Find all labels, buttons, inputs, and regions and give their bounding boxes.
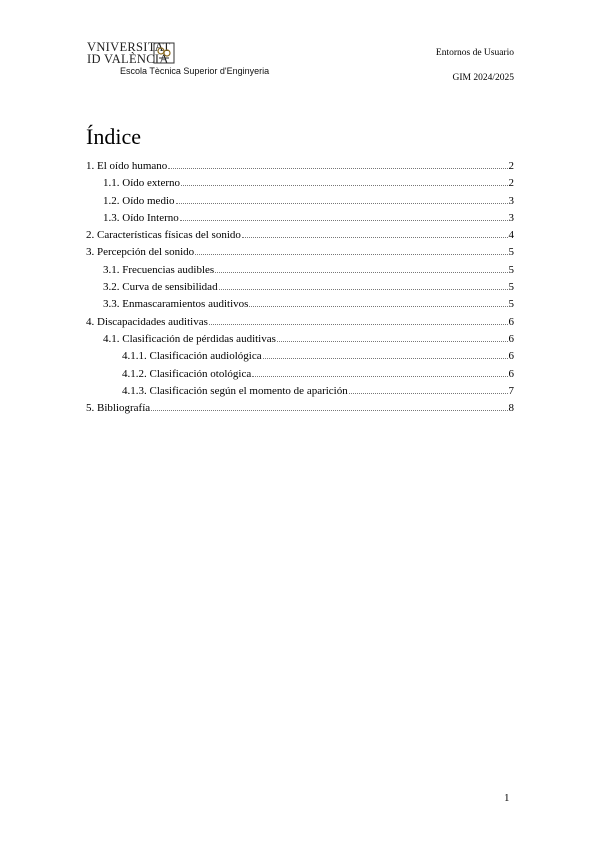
toc-entry-page: 6 bbox=[508, 315, 514, 328]
toc-leader-dots bbox=[242, 237, 508, 238]
toc-entry-label: 4.1.2. Clasificación otológica bbox=[122, 367, 252, 380]
toc-entry-page: 5 bbox=[508, 246, 514, 259]
toc-leader-dots bbox=[181, 185, 508, 186]
course-name: Entornos de Usuario bbox=[435, 48, 514, 58]
toc-leader-dots bbox=[252, 376, 507, 377]
toc-entry[interactable] bbox=[86, 400, 514, 417]
toc-entry-label: 4.1.1. Clasificación audiológica bbox=[122, 350, 262, 363]
table-of-contents bbox=[86, 158, 514, 417]
toc-entry[interactable] bbox=[86, 383, 514, 400]
toc-entry-page: 6 bbox=[508, 332, 514, 345]
toc-entry-label: 4.1.3. Clasificación según el momento de aparición bbox=[122, 384, 348, 397]
toc-entry-label: 3.2. Curva de sensibilidad bbox=[103, 281, 218, 294]
toc-entry[interactable] bbox=[86, 158, 514, 175]
academic-year: GIM 2024/2025 bbox=[452, 73, 514, 83]
toc-entry-label: 1.3. Oído Interno bbox=[103, 211, 179, 224]
university-logo bbox=[87, 41, 307, 81]
toc-entry-label: 1.1. Oído externo bbox=[103, 177, 180, 190]
school-name: Escola Tècnica Superior d'Enginyeria bbox=[120, 66, 270, 76]
toc-entry[interactable] bbox=[86, 175, 514, 192]
toc-entry-page: 6 bbox=[508, 350, 514, 363]
toc-entry[interactable] bbox=[86, 210, 514, 227]
toc-entry-page: 3 bbox=[508, 194, 514, 207]
toc-entry-page: 7 bbox=[508, 384, 514, 397]
toc-entry-page: 4 bbox=[508, 229, 514, 242]
toc-entry[interactable] bbox=[86, 331, 514, 348]
toc-entry-page: 3 bbox=[508, 211, 514, 224]
toc-entry[interactable] bbox=[86, 244, 514, 261]
toc-entry[interactable] bbox=[86, 366, 514, 383]
toc-leader-dots bbox=[215, 272, 507, 273]
toc-leader-dots bbox=[249, 306, 507, 307]
toc-entry-label: 2. Características físicas del sonido bbox=[86, 229, 241, 242]
toc-entry[interactable] bbox=[86, 262, 514, 279]
toc-leader-dots bbox=[219, 289, 508, 290]
toc-entry-page: 2 bbox=[508, 177, 514, 190]
toc-leader-dots bbox=[195, 254, 507, 255]
toc-leader-dots bbox=[168, 168, 507, 169]
toc-entry-label: 3.1. Frecuencias audibles bbox=[103, 263, 215, 276]
toc-entry[interactable] bbox=[86, 296, 514, 313]
toc-leader-dots bbox=[209, 324, 508, 325]
toc-entry-label: 5. Bibliografía bbox=[86, 402, 151, 415]
toc-title: Índice bbox=[86, 124, 141, 149]
toc-entry[interactable] bbox=[86, 348, 514, 365]
toc-entry[interactable] bbox=[86, 279, 514, 296]
toc-entry[interactable] bbox=[86, 314, 514, 331]
university-name-line2: ID VALÈNCIA bbox=[87, 52, 169, 66]
toc-leader-dots bbox=[180, 220, 508, 221]
toc-entry-page: 2 bbox=[508, 160, 514, 172]
page-number: 1 bbox=[504, 792, 510, 804]
toc-entry-label: 1. El oído humano bbox=[86, 160, 168, 172]
toc-entry-page: 5 bbox=[508, 263, 514, 276]
toc-entry-label: 4.1. Clasificación de pérdidas auditivas bbox=[103, 332, 276, 345]
university-name-line1: VNIVERSITAT bbox=[87, 40, 171, 54]
university-seal-icon bbox=[153, 42, 175, 64]
toc-leader-dots bbox=[176, 203, 508, 204]
toc-entry-label: 3.3. Enmascaramientos auditivos bbox=[103, 298, 249, 311]
toc-entry-label: 1.2. Oído medio bbox=[103, 194, 175, 207]
toc-entry-page: 5 bbox=[508, 298, 514, 311]
toc-entry-page: 8 bbox=[508, 402, 514, 415]
toc-entry[interactable] bbox=[86, 193, 514, 210]
toc-leader-dots bbox=[263, 358, 508, 359]
toc-leader-dots bbox=[349, 393, 508, 394]
toc-leader-dots bbox=[277, 341, 508, 342]
toc-entry[interactable] bbox=[86, 227, 514, 244]
toc-entry-label: 4. Discapacidades auditivas bbox=[86, 315, 208, 328]
toc-entry-page: 5 bbox=[508, 281, 514, 294]
toc-leader-dots bbox=[151, 410, 507, 411]
toc-entry-label: 3. Percepción del sonido bbox=[86, 246, 195, 259]
toc-entry-page: 6 bbox=[508, 367, 514, 380]
